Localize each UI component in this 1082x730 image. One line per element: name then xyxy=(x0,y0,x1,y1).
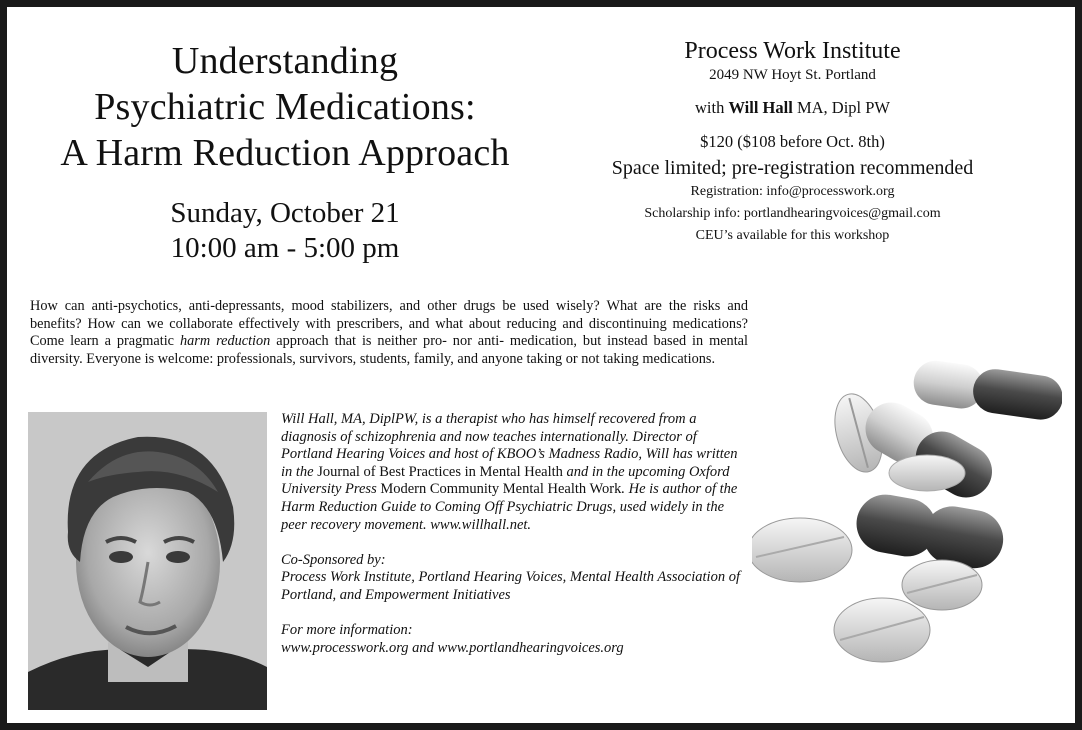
pills-graphic xyxy=(752,325,1062,695)
portrait-photo xyxy=(28,412,267,710)
presenter-name: Will Hall xyxy=(728,98,793,117)
event-day: Sunday, October 21 xyxy=(170,197,400,229)
event-time: 10:00 am - 5:00 pm xyxy=(170,232,400,264)
ceu-note: CEU’s available for this workshop xyxy=(695,228,890,243)
presenter-prefix: with xyxy=(695,98,729,117)
registration-contact[interactable]: Registration: info@processwork.org xyxy=(690,184,895,199)
presenter-line xyxy=(590,98,995,118)
event-date xyxy=(130,196,440,266)
bio-text-3: . He is author of the Harm Reduction Guide to Coming Off Psychiatric Drugs, used widely in the peer recovery movement. www.willhall.net. xyxy=(281,481,738,533)
organization-address: 2049 NW Hoyt St. Portland xyxy=(709,67,876,83)
pills-illustration xyxy=(752,325,1062,695)
bio-text-2: and in the upcoming Oxford University Press xyxy=(281,463,730,498)
title-line-2: Psychiatric Medications: xyxy=(94,86,476,128)
cosponsor-list: Process Work Institute, Portland Hearing Voices, Mental Health Association of Portland, and Empowerment Initiatives xyxy=(281,569,740,603)
scholarship-contact[interactable]: Scholarship info: portlandhearingvoices@gmail.com xyxy=(644,206,941,221)
space-limited-notice: Space limited; pre-registration recommended xyxy=(611,157,974,179)
presenter-credentials: MA, Dipl PW xyxy=(792,98,890,117)
title-line-3: A Harm Reduction Approach xyxy=(60,132,510,174)
cosponsor-section xyxy=(281,552,741,605)
cosponsor-label: Co-Sponsored by: xyxy=(281,551,386,568)
intro-emphasis: harm reduction xyxy=(179,333,271,349)
bio-paragraph xyxy=(281,411,741,534)
title-line-1: Understanding xyxy=(171,40,399,82)
more-info-links[interactable]: www.processwork.org and www.portlandhearingvoices.org xyxy=(281,639,624,656)
bio-text-1: , MA, DiplPW, is a therapist who has himself recovered from a diagnosis of schizophrenia and now teaches internationally. Director of Portland Hearing Voices and host of KBOO’s Madness Radio, Will has written in the xyxy=(281,411,738,480)
bio-book: Modern Community Mental Health Work xyxy=(380,481,622,498)
intro-text-1: How can anti-psychotics, anti-depressants, mood stabilizers, and other drugs be used wisely? What are the risks and benefits? How can we collaborate effectively with prescribers, and what about reducing and discontinuing medications? Come learn a pragmatic xyxy=(30,298,748,349)
price: $120 ($108 before Oct. 8th) xyxy=(700,132,885,151)
bio-name: Will Hall xyxy=(281,411,334,427)
more-info-label: For more information: xyxy=(281,622,413,639)
intro-paragraph xyxy=(30,298,748,368)
presenter-bio xyxy=(281,411,741,657)
bio-journal: Journal of Best Practices in Mental Health xyxy=(317,463,563,480)
event-info xyxy=(590,36,995,247)
more-info-section xyxy=(281,622,741,657)
event-title xyxy=(30,38,540,176)
portrait-illustration xyxy=(28,412,267,710)
organization-name: Process Work Institute xyxy=(684,38,901,64)
intro-text-2: approach that is neither pro- nor anti- medication, but instead based in mental diversity. Everyone is welcome: professionals, survivors, students, family, and anyone taking or not taking medications. xyxy=(30,333,748,367)
